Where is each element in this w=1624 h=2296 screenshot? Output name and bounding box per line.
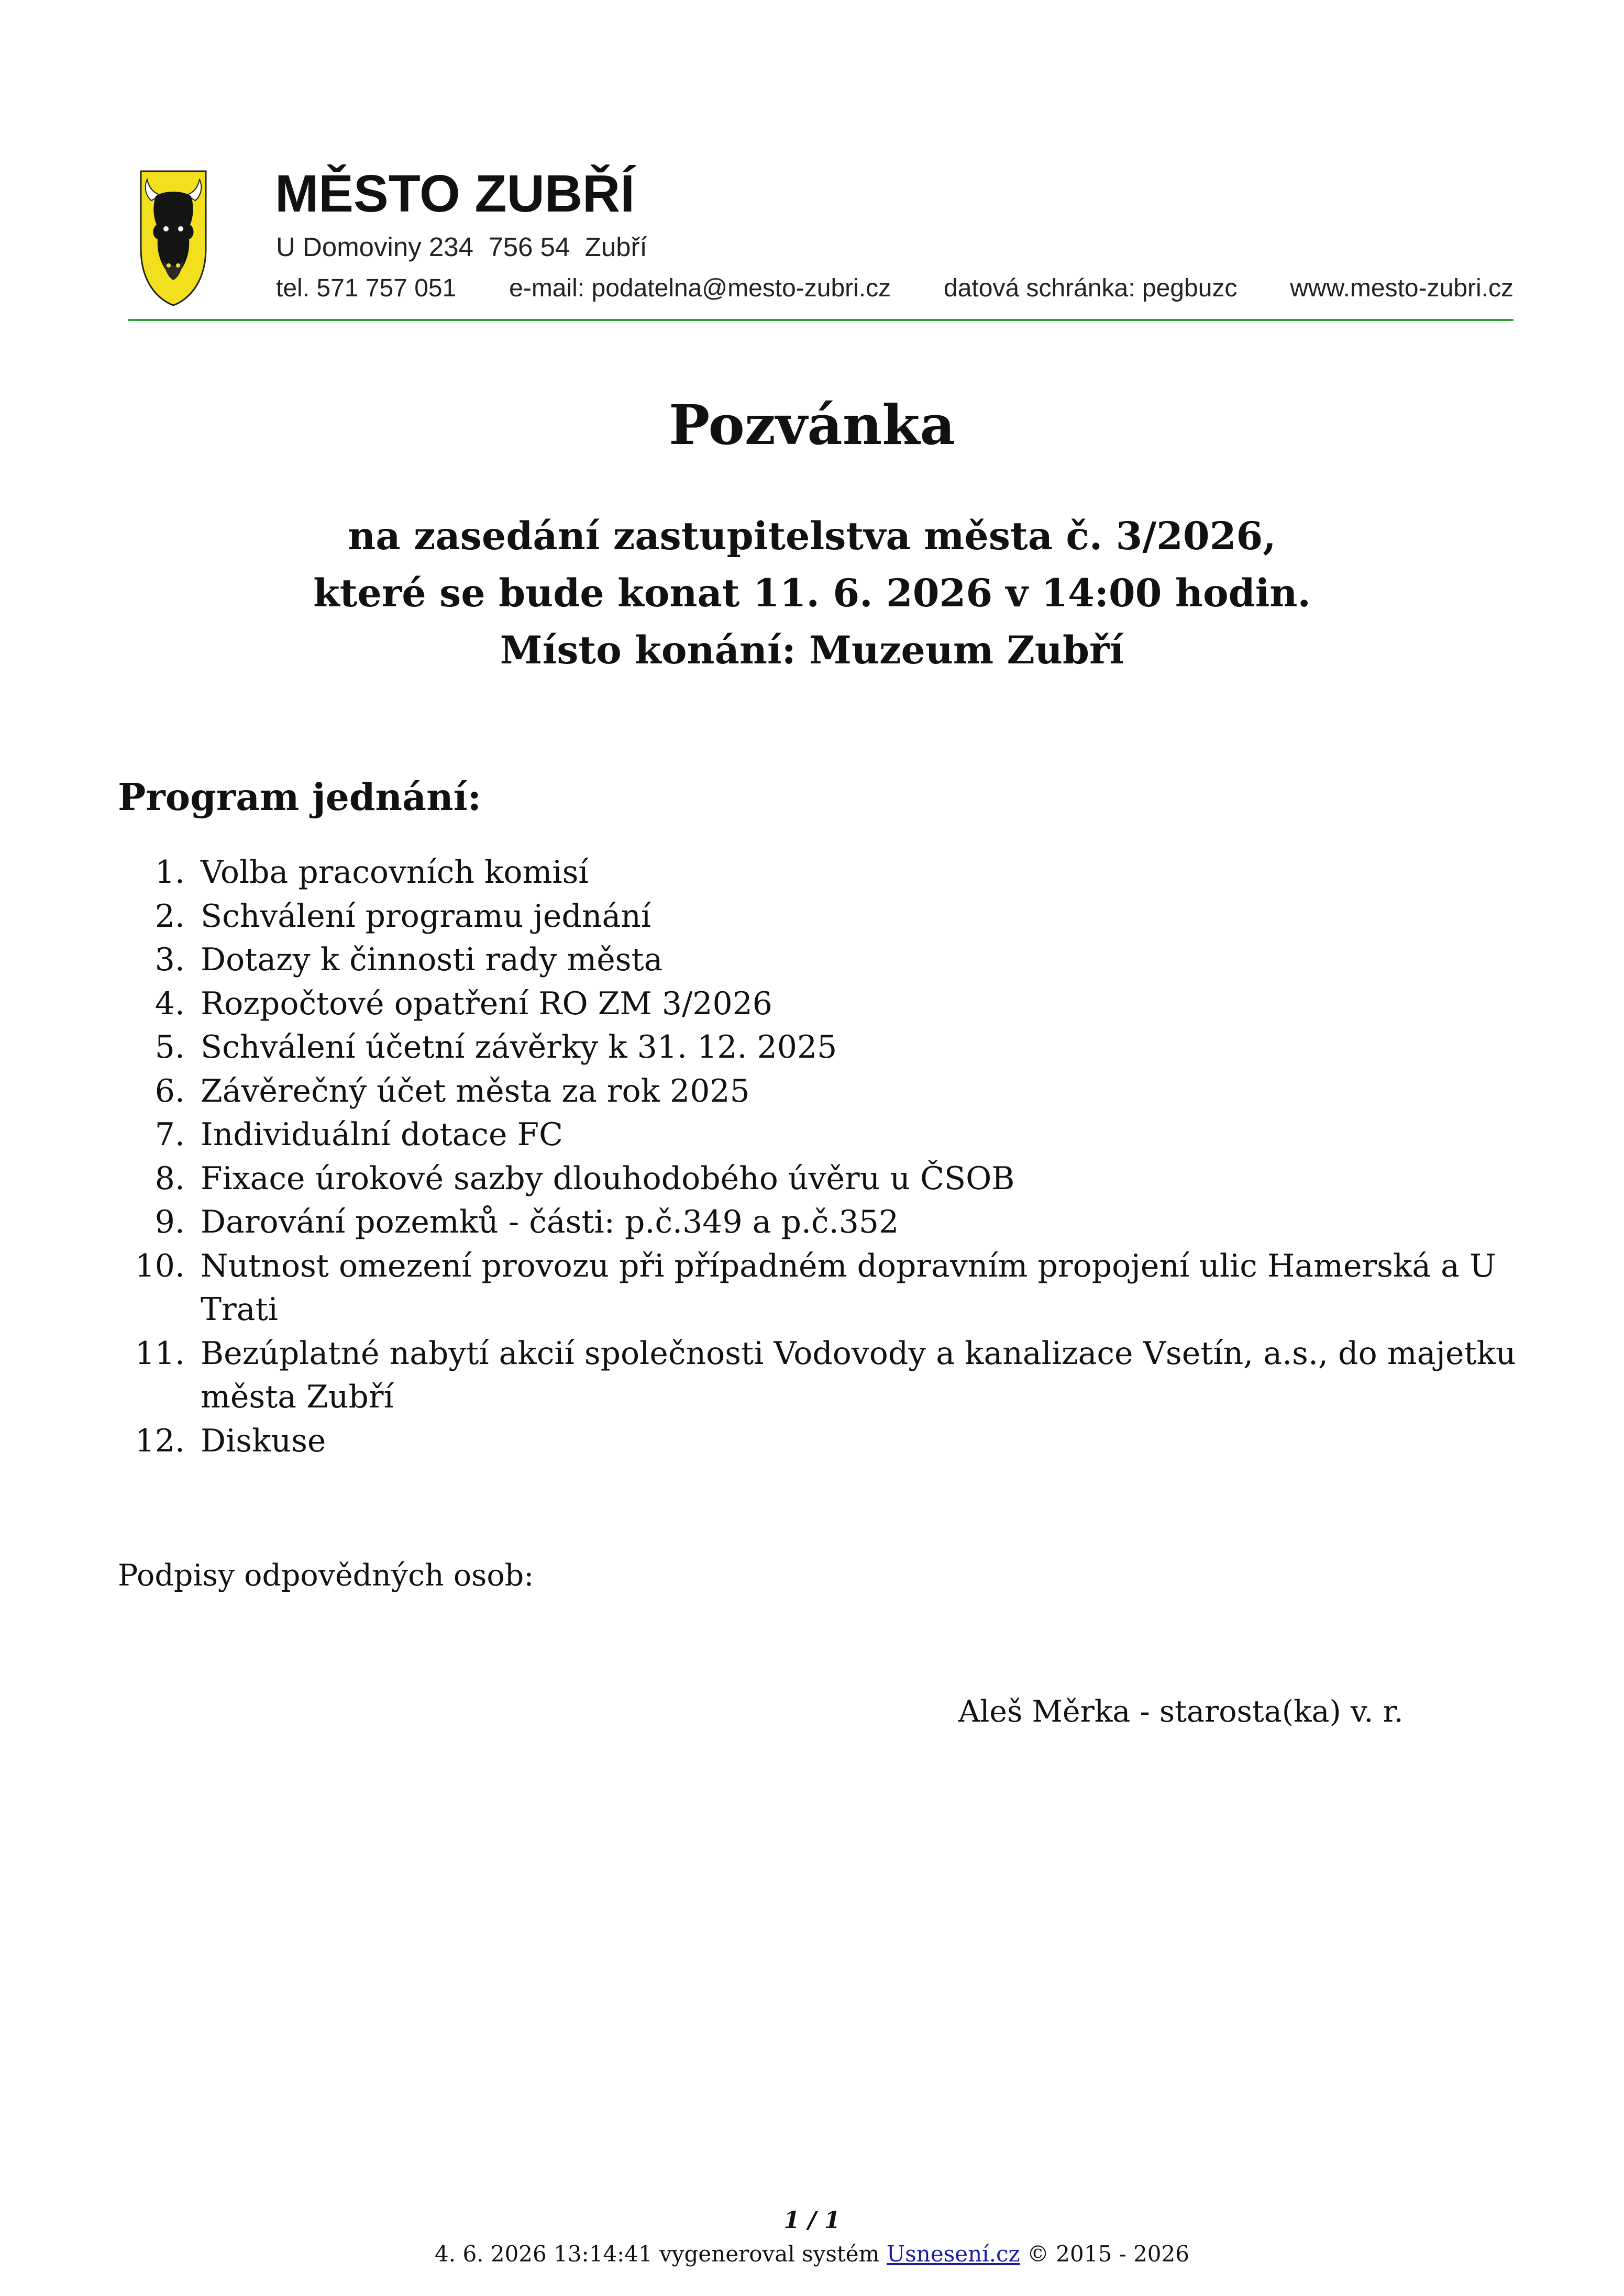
agenda-text: Fixace úrokové sazby dlouhodobého úvěru u ČSOB (201, 1160, 1015, 1197)
contact-phone: tel. 571 757 051 (276, 274, 457, 302)
agenda-text: Volba pracovních komisí (201, 854, 589, 891)
meeting-line-1: na zasedání zastupitelstva města č. 3/2026, (348, 514, 1276, 559)
agenda-text: Diskuse (201, 1422, 326, 1459)
footer-generated-text: 4. 6. 2026 13:14:41 vygeneroval systém (435, 2241, 887, 2267)
agenda-number: 1. (154, 854, 185, 891)
city-crest-icon (140, 170, 207, 306)
agenda-number: 10. (135, 1247, 185, 1284)
agenda-text: Darování pozemků - části: p.č.349 a p.č.352 (201, 1204, 899, 1240)
agenda-number: 5. (154, 1029, 185, 1066)
meeting-line-2: které se bude konat 11. 6. 2026 v 14:00 hodin. (313, 571, 1311, 616)
signatures-label: Podpisy odpovědných osob: (118, 1558, 534, 1593)
agenda-text: Schválení účetní závěrky k 31. 12. 2025 (201, 1029, 837, 1066)
agenda-text: Nutnost omezení provozu při případném dopravním propojení ulic Hamerská a U Trati (201, 1247, 1496, 1328)
letterhead (128, 164, 1513, 322)
list-item (118, 1332, 1521, 1419)
contact-line (276, 274, 1513, 303)
agenda-text: Závěrečný účet města za rok 2025 (201, 1072, 750, 1110)
document-title: Pozvánka (669, 393, 955, 457)
agenda-number: 6. (154, 1072, 185, 1110)
list-item (118, 982, 1521, 1026)
list-item (118, 851, 1521, 895)
org-name: MĚSTO ZUBŘÍ (275, 164, 635, 223)
program-heading: Program jednání: (118, 775, 481, 819)
contact-email: e-mail: podatelna@mesto-zubri.cz (509, 274, 891, 302)
contact-website: www.mesto-zubri.cz (1290, 274, 1513, 302)
org-address: U Domoviny 234 756 54 Zubří (276, 232, 647, 262)
list-item (118, 1026, 1521, 1070)
agenda-text: Rozpočtové opatření RO ZM 3/2026 (201, 985, 772, 1022)
list-item (118, 1157, 1521, 1201)
meeting-line-3: Místo konání: Muzeum Zubří (500, 628, 1124, 673)
page-number: 1 / 1 (783, 2207, 841, 2234)
list-item (118, 1245, 1521, 1332)
agenda-number: 9. (154, 1204, 185, 1240)
list-item (118, 1070, 1521, 1114)
list-item (118, 938, 1521, 982)
header-divider (128, 319, 1513, 321)
agenda-text: Schválení programu jednání (201, 897, 651, 935)
agenda-number: 4. (154, 985, 185, 1022)
list-item (118, 895, 1521, 939)
agenda-number: 7. (154, 1116, 185, 1153)
list-item (118, 1201, 1521, 1245)
agenda-list (118, 851, 1521, 1463)
list-item (118, 1113, 1521, 1157)
agenda-number: 2. (154, 897, 185, 935)
system-link[interactable]: Usnesení.cz (886, 2241, 1020, 2267)
list-item (118, 1419, 1521, 1463)
agenda-text: Bezúplatné nabytí akcií společnosti Vodovody a kanalizace Vsetín, a.s., do majetku města Zubří (201, 1335, 1516, 1415)
agenda-number: 11. (135, 1335, 185, 1372)
agenda-text: Dotazy k činnosti rady města (201, 941, 663, 978)
agenda-number: 3. (154, 941, 185, 978)
agenda-text: Individuální dotace FC (201, 1116, 564, 1153)
meeting-details (0, 508, 1624, 679)
signer-name: Aleš Měrka - starosta(ka) v. r. (958, 1694, 1404, 1729)
agenda-number: 12. (135, 1422, 185, 1459)
generation-footer (0, 2241, 1624, 2267)
contact-data-box: datová schránka: pegbuzc (944, 274, 1238, 302)
footer-copyright: © 2015 - 2026 (1020, 2241, 1189, 2267)
agenda-number: 8. (154, 1160, 185, 1197)
